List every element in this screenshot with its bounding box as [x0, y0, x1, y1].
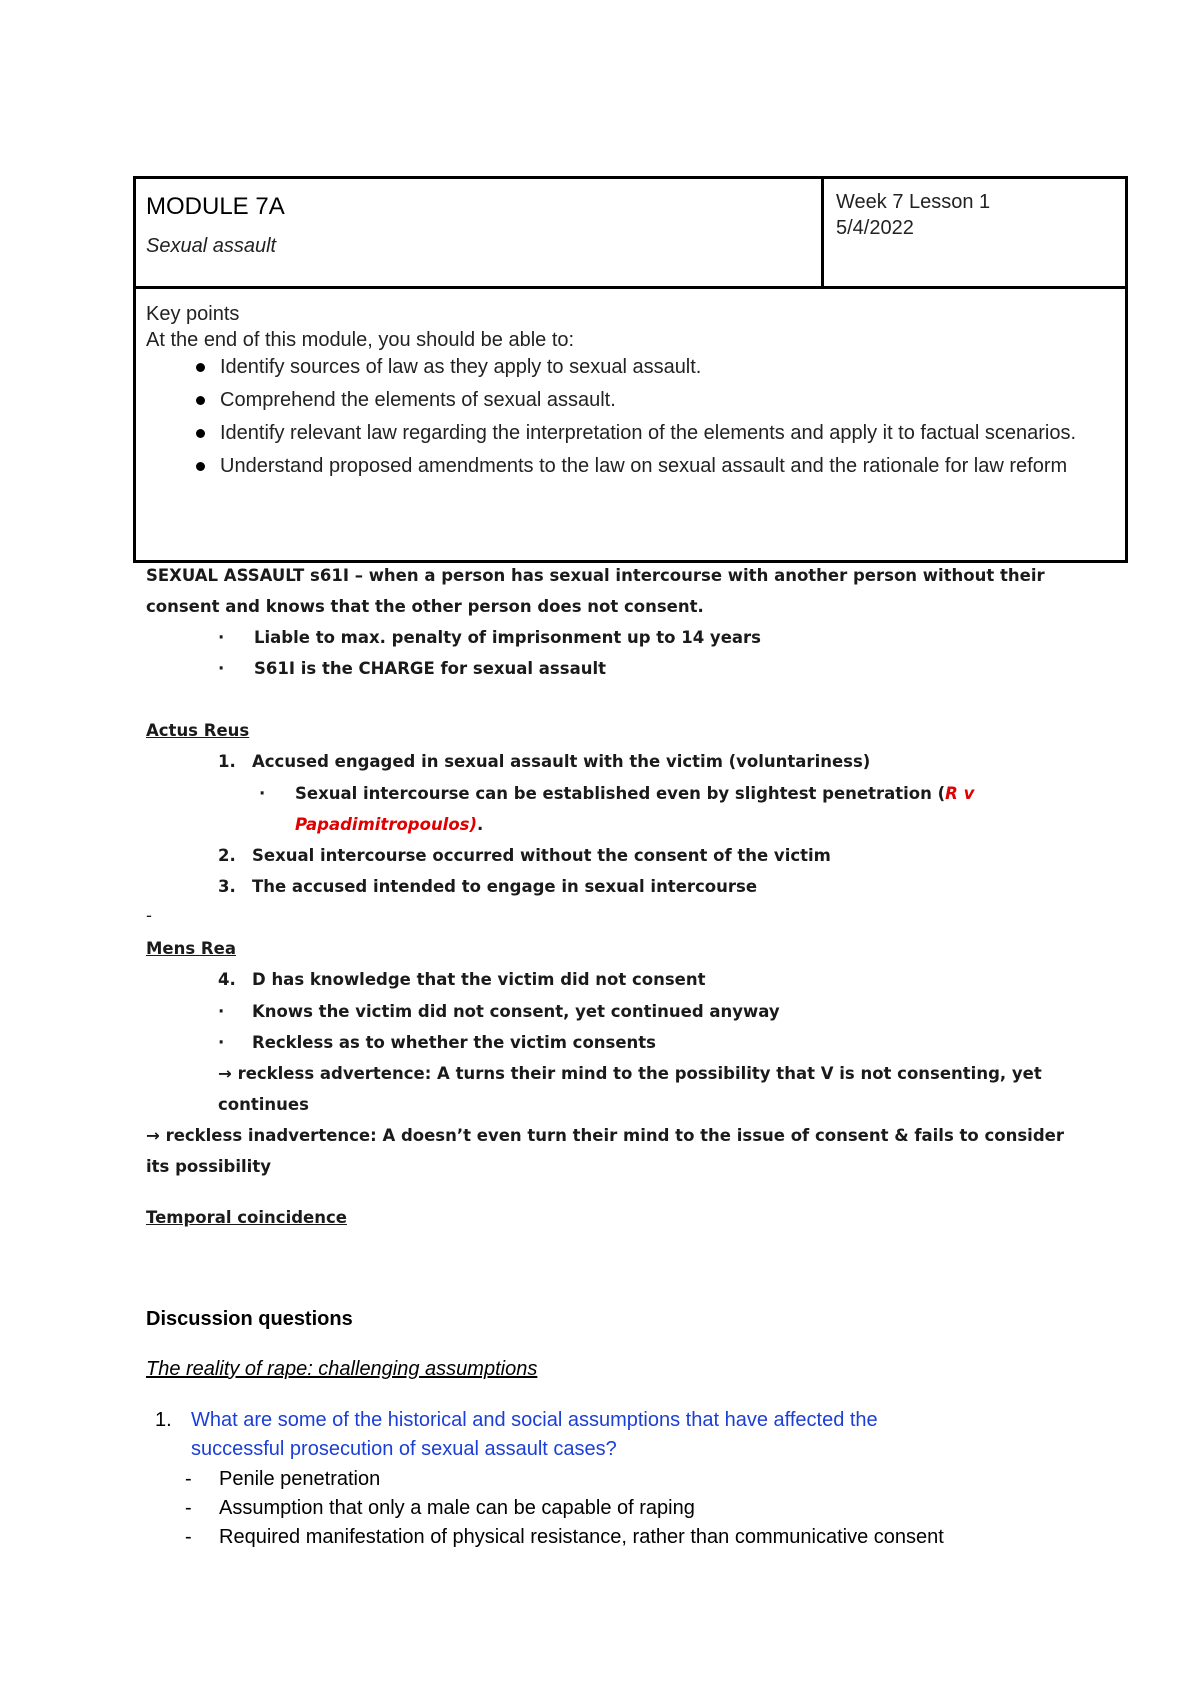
bullet-icon — [196, 429, 205, 438]
reckless-inadvertence: → reckless inadvertence: A doesn’t even turn their mind to the issue of consent & fails to consider — [146, 1126, 1064, 1145]
definition-line-1: SEXUAL ASSAULT s61I – when a person has sexual intercourse with another person without their — [146, 566, 1045, 585]
list-item: Understand proposed amendments to the law on sexual assault and the rationale for law reform — [146, 452, 1106, 480]
module-title: MODULE 7A — [146, 193, 285, 220]
case-name: R v — [945, 784, 975, 803]
list-item: 1. Accused engaged in sexual assault with the victim (voluntariness) — [218, 752, 871, 771]
key-points-list — [146, 353, 1106, 480]
key-points-section — [146, 301, 1106, 485]
bullet-icon — [196, 396, 205, 405]
module-subtitle: Sexual assault — [146, 235, 277, 257]
list-item: · Knows the victim did not consent, yet continued anyway — [218, 1002, 780, 1021]
key-points-title: Key points — [146, 303, 240, 325]
discussion-subheading: The reality of rape: challenging assumptions — [146, 1358, 538, 1380]
list-item: - Required manifestation of physical resistance, rather than communicative consent — [185, 1526, 944, 1548]
list-item: - Assumption that only a male can be capable of raping — [185, 1497, 695, 1519]
list-item: · Sexual intercourse can be established even by slightest penetration (R v — [259, 784, 975, 803]
bullet-icon — [196, 363, 205, 372]
list-item: - Penile penetration — [185, 1468, 381, 1490]
question-text-line-1: What are some of the historical and social assumptions that have affected the — [191, 1409, 878, 1431]
temporal-coincidence-heading: Temporal coincidence — [146, 1208, 347, 1227]
discussion-heading: Discussion questions — [146, 1308, 353, 1330]
question-text-line-2: successful prosecution of sexual assault cases? — [191, 1438, 617, 1460]
list-item: 3. The accused intended to engage in sexual intercourse — [218, 877, 758, 896]
reckless-advertence-cont: continues — [218, 1095, 309, 1114]
mens-rea-heading: Mens Rea — [146, 939, 236, 958]
reckless-advertence: → reckless advertence: A turns their mind to the possibility that V is not consenting, yet — [218, 1064, 1042, 1083]
module-header-row — [136, 179, 1125, 289]
reckless-inadvertence-cont: its possibility — [146, 1157, 271, 1176]
week-lesson: Week 7 Lesson 1 — [836, 191, 991, 213]
list-item: 4. D has knowledge that the victim did not consent — [218, 970, 706, 989]
list-item: · Reckless as to whether the victim consents — [218, 1033, 657, 1052]
case-name-line: Papadimitropoulos). — [295, 815, 484, 834]
definition-line-2: consent and knows that the other person does not consent. — [146, 597, 704, 616]
list-item: 2. Sexual intercourse occurred without the consent of the victim — [218, 846, 831, 865]
list-item: · S61I is the CHARGE for sexual assault — [218, 659, 607, 678]
lesson-date: 5/4/2022 — [836, 217, 914, 239]
list-item: · Liable to max. penalty of imprisonment up to 14 years — [218, 628, 761, 647]
question-number: 1. — [155, 1409, 172, 1431]
case-name: Papadimitropoulos) — [295, 815, 478, 834]
actus-reus-heading: Actus Reus — [146, 721, 250, 740]
list-item: Comprehend the elements of sexual assault. — [146, 386, 1106, 414]
list-item: Identify relevant law regarding the interpretation of the elements and apply it to factual scenarios. — [146, 419, 1106, 447]
list-item: Identify sources of law as they apply to sexual assault. — [146, 353, 1106, 381]
bullet-icon — [196, 462, 205, 471]
module-title-cell — [136, 179, 824, 286]
dash-separator: - — [146, 906, 152, 925]
module-header-box — [133, 176, 1128, 563]
key-points-intro: At the end of this module, you should be able to: — [146, 329, 575, 351]
